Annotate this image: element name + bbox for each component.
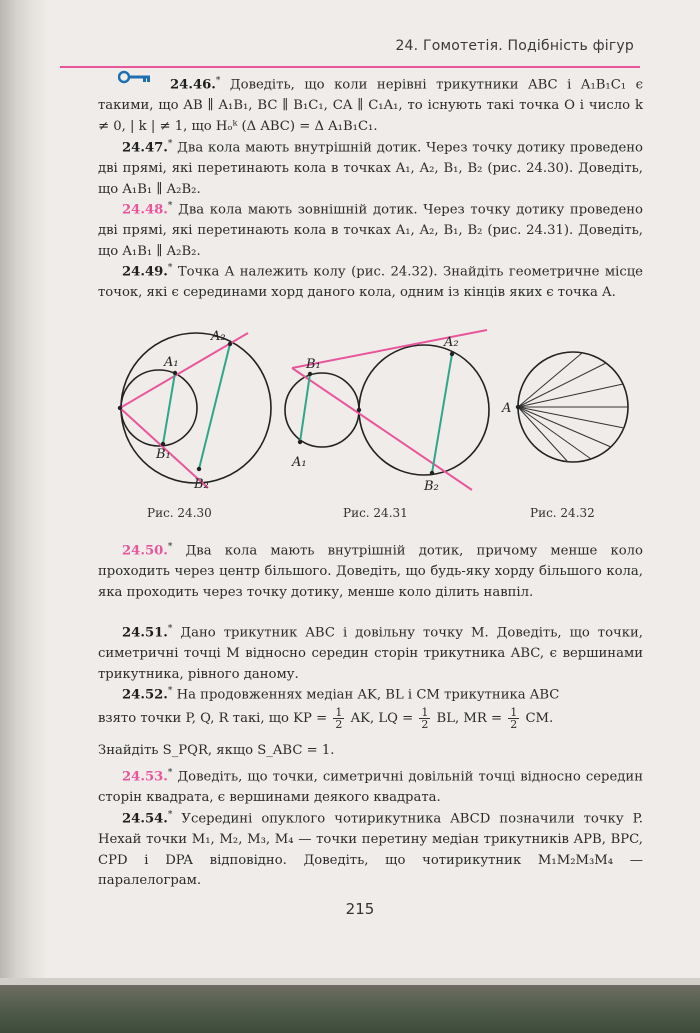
running-header xyxy=(60,32,640,68)
problem-text: Усередині опуклого чотирикутника ABCD позначили точку P. Нехай точки M₁, M₂, M₃, M₄ — точки перетину медіан трикутників APB, BPC, CPD і DPA відповідно. Доведіть, що чотирикутник M₁M₂M₃M₄ — паралелограм. xyxy=(98,811,643,889)
label-b2: B₂ xyxy=(424,479,439,494)
label-a2: A₂ xyxy=(211,329,226,344)
page-number: 215 xyxy=(345,900,375,918)
figure-caption: Рис. 24.31 xyxy=(343,506,408,520)
problem-24-51: 24.51.* Дано трикутник ABC і довільну точку M. Доведіть, що точки, симетричні точці M відносно середин сторін трикутника ABC, є вершинами трикутника, рівного даному. xyxy=(98,624,643,682)
problem-text: Два кола мають зовнішній дотик. Через точку дотику проведено дві прямі, які перетинають кола в точках A₁, A₂, B₁, B₂ (рис. 24.31). Доведіть, що A₁B₁ ∥ A₂B₂. xyxy=(98,202,643,259)
problem-text: Доведіть, що точки, симетричні довільній точці відносно середин сторін квадрата, є вершинами деякого квадрата. xyxy=(98,769,643,805)
problem-number: 24.52. xyxy=(122,687,168,703)
problem-24-48: 24.48.* Два кола мають зовнішній дотик. Через точку дотику проведено дві прямі, які перетинають кола в точках A₁, A₂, B₁, B₂ (рис. 24.31). Доведіть, що A₁B₁ ∥ A₂B₂. xyxy=(98,201,643,259)
problem-24-52-question: Знайдіть S_PQR, якщо S_ABC = 1. xyxy=(98,743,335,758)
problem-text: Дано трикутник ABC і довільну точку M. Доведіть, що точки, симетричні точці M відносно середин сторін трикутника ABC, є вершинами трикутника, рівного даному. xyxy=(98,625,643,682)
problem-text: Доведіть, що коли нерівні трикутники ABC і A₁B₁C₁ є такими, що AB ∥ A₁B₁, BC ∥ B₁C₁, CA ∥ C₁A₁, то існують такі точка O і число k ≠ 0, | k | ≠ 1, що Hₒᵏ (Δ ABC) = Δ A₁B₁C₁. xyxy=(98,77,643,134)
label-b2: B₂ xyxy=(194,477,209,492)
problem-text: Два кола мають внутрішній дотик, причому менше коло проходить через центр більшого. Доведіть, що будь-яку хорду більшого кола, яка проходить через точку дотику, менше коло ділить навпіл. xyxy=(98,543,643,600)
problem-text: Точка A належить колу (рис. 24.32). Знайдіть геометричне місце точок, які є серединами хорд даного кола, одним із кінців яких є точка A. xyxy=(98,264,643,300)
problem-24-52-formula: взято точки P, Q, R такі, що KP = $\frac{1}{2}$ AK, LQ = $\frac{1}{2}$ BL, MR = $\frac{1}{2}$ CM. xyxy=(98,706,554,731)
problem-number: 24.47. xyxy=(122,140,168,156)
problem-24-46: 24.46.* Доведіть, що коли нерівні трикутники ABC і A₁B₁C₁ є такими, що AB ∥ A₁B₁, BC ∥ B₁C₁, CA ∥ C₁A₁, то існують такі точка O і число k ≠ 0, | k | ≠ 1, що Hₒᵏ (Δ ABC) = Δ A₁B₁C₁. xyxy=(98,76,643,134)
fraction-half: $\frac{1}{2}$ xyxy=(335,706,343,731)
problem-text: Два кола мають внутрішній дотик. Через точку дотику проведено дві прямі, які перетинають кола в точках A₁, A₂, B₁, B₂ (рис. 24.30). Доведіть, що A₁B₁ ∥ A₂B₂. xyxy=(98,140,643,197)
problem-number: 24.53. xyxy=(122,769,168,785)
figure-caption: Рис. 24.30 xyxy=(147,506,212,520)
figure-24-32 xyxy=(498,328,638,478)
label-b1: B₁ xyxy=(306,357,321,372)
figure-24-31 xyxy=(282,328,492,498)
section-title: 24. Гомотетія. Подібність фігур xyxy=(395,38,634,54)
problem-24-47: 24.47.* Два кола мають внутрішній дотик. Через точку дотику проведено дві прямі, які перетинають кола в точках A₁, A₂, B₁, B₂ (рис. 24.30). Доведіть, що A₁B₁ ∥ A₂B₂. xyxy=(98,139,643,197)
problem-number: 24.51. xyxy=(122,625,168,641)
problem-number: 24.46. xyxy=(170,77,216,93)
problem-24-49: 24.49.* Точка A належить колу (рис. 24.32). Знайдіть геометричне місце точок, які є серединами хорд даного кола, одним із кінців яких є точка A. xyxy=(98,263,643,300)
problem-number: 24.48. xyxy=(122,202,168,218)
label-a1: A₁ xyxy=(164,355,179,370)
problem-24-52: 24.52.* На продовженнях медіан AK, BL і CM трикутника ABC xyxy=(122,686,560,703)
problem-text: На продовженнях медіан AK, BL і CM трикутника ABC xyxy=(176,687,560,703)
label-a1: A₁ xyxy=(292,455,307,470)
label-b1: B₁ xyxy=(156,447,171,462)
problem-number: 24.50. xyxy=(122,543,168,559)
problem-number: 24.49. xyxy=(122,264,168,280)
problem-24-54: 24.54.* Усередині опуклого чотирикутника ABCD позначили точку P. Нехай точки M₁, M₂, M₃, M₄ — точки перетину медіан трикутників APB, BPC, CPD і DPA відповідно. Доведіть, що чотирикутник M₁M₂M₃M₄ — паралелограм. xyxy=(98,810,643,889)
label-a2: A₂ xyxy=(444,335,459,350)
problem-number: 24.54. xyxy=(122,811,168,827)
book-spine-shadow xyxy=(0,0,48,1033)
fraction-half: $\frac{1}{2}$ xyxy=(510,706,518,731)
figure-caption: Рис. 24.32 xyxy=(530,506,595,520)
figure-24-30 xyxy=(108,328,288,498)
background-surface xyxy=(0,985,700,1033)
problem-24-50: 24.50.* Два кола мають внутрішній дотик, причому менше коло проходить через центр більшого. Доведіть, що будь-яку хорду більшого кола, яка проходить через точку дотику, менше коло ділить навпіл. xyxy=(98,542,643,600)
problem-24-53: 24.53.* Доведіть, що точки, симетричні довільній точці відносно середин сторін квадрата, є вершинами деякого квадрата. xyxy=(98,768,643,805)
label-a: A xyxy=(502,401,512,416)
fraction-half: $\frac{1}{2}$ xyxy=(421,706,429,731)
